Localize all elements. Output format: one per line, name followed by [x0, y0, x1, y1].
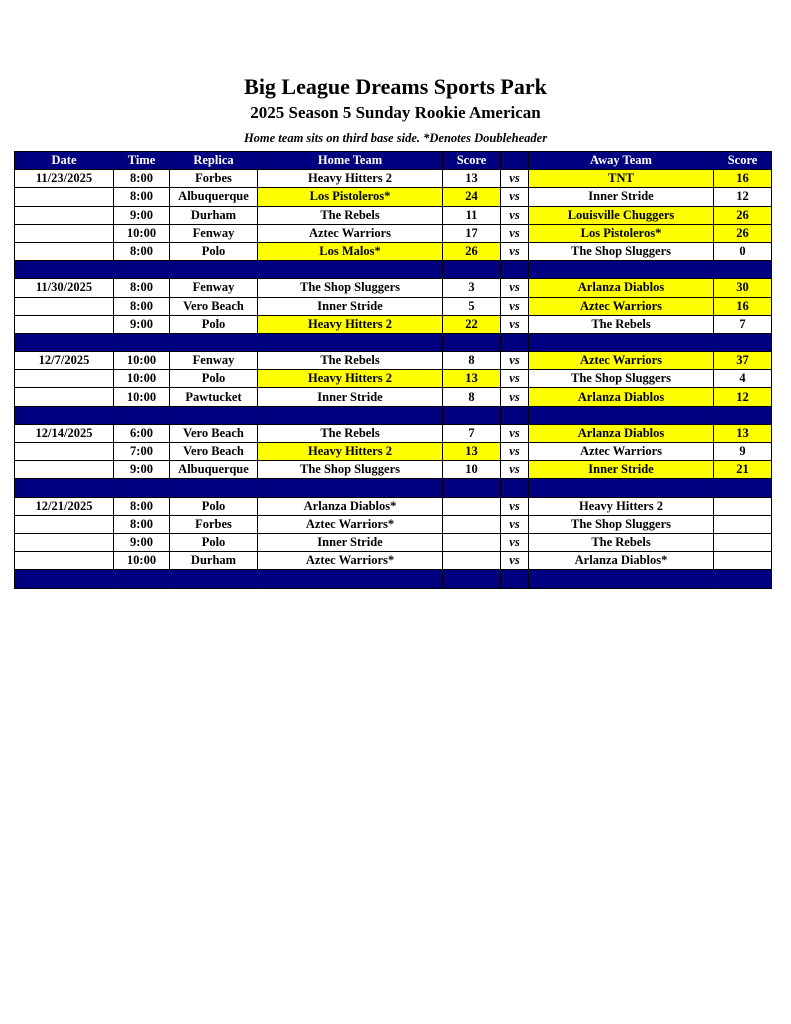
date-cell [15, 388, 114, 406]
separator-cell [529, 261, 714, 279]
replica-cell: Fenway [170, 352, 258, 370]
replica-cell: Durham [170, 206, 258, 224]
game-row [15, 388, 772, 406]
date-cell [15, 461, 114, 479]
vs-cell: vs [501, 533, 529, 551]
separator-cell [114, 406, 170, 424]
vs-cell: vs [501, 242, 529, 260]
home-score-cell: 24 [443, 188, 501, 206]
date-cell [15, 242, 114, 260]
away-team-cell: Arlanza Diablos* [529, 552, 714, 570]
home-team-cell: Aztec Warriors* [258, 552, 443, 570]
home-score-cell: 3 [443, 279, 501, 297]
separator-cell [443, 479, 501, 497]
separator-cell [15, 479, 114, 497]
game-row [15, 224, 772, 242]
date-cell: 11/23/2025 [15, 170, 114, 188]
away-team-cell: Aztec Warriors [529, 352, 714, 370]
date-cell: 12/14/2025 [15, 424, 114, 442]
page-subtitle: 2025 Season 5 Sunday Rookie American [250, 103, 541, 122]
home-team-cell: The Rebels [258, 352, 443, 370]
time-cell: 9:00 [114, 461, 170, 479]
date-cell [15, 206, 114, 224]
game-row [15, 315, 772, 333]
home-score-cell [443, 515, 501, 533]
away-team-cell: Louisville Chuggers [529, 206, 714, 224]
time-cell: 8:00 [114, 497, 170, 515]
home-score-column-header: Score [443, 152, 501, 170]
separator-cell [714, 333, 772, 351]
week-separator-row [15, 406, 772, 424]
vs-cell: vs [501, 224, 529, 242]
separator-cell [443, 570, 501, 588]
replica-cell: Vero Beach [170, 443, 258, 461]
home-score-cell [443, 552, 501, 570]
date-cell [15, 188, 114, 206]
home-team-cell: Los Malos* [258, 242, 443, 260]
separator-cell [501, 261, 529, 279]
week-separator-row [15, 570, 772, 588]
game-row [15, 297, 772, 315]
separator-cell [714, 479, 772, 497]
time-cell: 9:00 [114, 206, 170, 224]
away-score-cell: 37 [714, 352, 772, 370]
date-cell: 11/30/2025 [15, 279, 114, 297]
away-team-cell: Arlanza Diablos [529, 279, 714, 297]
home-team-cell: Inner Stride [258, 297, 443, 315]
away-score-cell [714, 515, 772, 533]
game-row [15, 533, 772, 551]
date-cell [15, 515, 114, 533]
home-team-cell: The Rebels [258, 424, 443, 442]
week-separator-row [15, 333, 772, 351]
replica-cell: Fenway [170, 279, 258, 297]
separator-cell [170, 570, 258, 588]
away-score-cell: 13 [714, 424, 772, 442]
home-score-cell: 22 [443, 315, 501, 333]
replica-cell: Polo [170, 242, 258, 260]
home-team-column-header: Home Team [258, 152, 443, 170]
away-team-cell: The Shop Sluggers [529, 515, 714, 533]
separator-cell [443, 261, 501, 279]
separator-cell [15, 333, 114, 351]
separator-cell [501, 333, 529, 351]
vs-column-header [501, 152, 529, 170]
replica-cell: Polo [170, 315, 258, 333]
date-cell [15, 224, 114, 242]
header-row [15, 152, 772, 170]
time-cell: 8:00 [114, 170, 170, 188]
schedule-body [15, 170, 772, 588]
game-row [15, 443, 772, 461]
separator-cell [501, 479, 529, 497]
game-row [15, 370, 772, 388]
vs-cell: vs [501, 443, 529, 461]
away-score-cell [714, 497, 772, 515]
time-cell: 8:00 [114, 297, 170, 315]
time-cell: 9:00 [114, 533, 170, 551]
separator-cell [714, 261, 772, 279]
time-cell: 8:00 [114, 279, 170, 297]
vs-cell: vs [501, 297, 529, 315]
away-team-cell: Los Pistoleros* [529, 224, 714, 242]
time-cell: 7:00 [114, 443, 170, 461]
separator-cell [114, 261, 170, 279]
away-team-cell: The Shop Sluggers [529, 242, 714, 260]
replica-cell: Albuquerque [170, 461, 258, 479]
replica-cell: Vero Beach [170, 297, 258, 315]
away-score-cell: 26 [714, 206, 772, 224]
vs-cell: vs [501, 552, 529, 570]
time-cell: 10:00 [114, 370, 170, 388]
week-separator-row [15, 261, 772, 279]
separator-cell [258, 479, 443, 497]
away-score-cell: 4 [714, 370, 772, 388]
time-cell: 10:00 [114, 552, 170, 570]
separator-cell [529, 406, 714, 424]
separator-cell [258, 570, 443, 588]
home-team-cell: The Shop Sluggers [258, 461, 443, 479]
away-score-cell: 16 [714, 170, 772, 188]
separator-cell [170, 479, 258, 497]
replica-cell: Durham [170, 552, 258, 570]
away-team-cell: The Shop Sluggers [529, 370, 714, 388]
home-team-cell: Los Pistoleros* [258, 188, 443, 206]
replica-cell: Forbes [170, 515, 258, 533]
separator-cell [170, 333, 258, 351]
date-cell: 12/21/2025 [15, 497, 114, 515]
away-team-cell: Aztec Warriors [529, 297, 714, 315]
game-row [15, 206, 772, 224]
away-score-cell: 0 [714, 242, 772, 260]
separator-cell [15, 261, 114, 279]
replica-cell: Polo [170, 370, 258, 388]
away-score-cell: 7 [714, 315, 772, 333]
replica-cell: Fenway [170, 224, 258, 242]
home-team-cell: Inner Stride [258, 533, 443, 551]
date-cell [15, 297, 114, 315]
home-score-cell: 13 [443, 370, 501, 388]
away-team-cell: The Rebels [529, 315, 714, 333]
time-cell: 10:00 [114, 224, 170, 242]
separator-cell [714, 570, 772, 588]
away-team-cell: TNT [529, 170, 714, 188]
date-cell [15, 552, 114, 570]
vs-cell: vs [501, 206, 529, 224]
away-score-cell [714, 552, 772, 570]
away-score-cell: 16 [714, 297, 772, 315]
game-row [15, 170, 772, 188]
away-team-cell: Arlanza Diablos [529, 424, 714, 442]
away-score-cell: 12 [714, 188, 772, 206]
away-team-cell: The Rebels [529, 533, 714, 551]
doubleheader-note: Home team sits on third base side. *Denotes Doubleheader [243, 131, 548, 145]
home-score-cell [443, 497, 501, 515]
separator-cell [15, 570, 114, 588]
separator-cell [114, 479, 170, 497]
home-team-cell: Inner Stride [258, 388, 443, 406]
separator-cell [501, 570, 529, 588]
date-cell [15, 370, 114, 388]
game-row [15, 552, 772, 570]
replica-cell: Forbes [170, 170, 258, 188]
vs-cell: vs [501, 352, 529, 370]
replica-column-header: Replica [170, 152, 258, 170]
game-row [15, 242, 772, 260]
replica-cell: Polo [170, 533, 258, 551]
separator-cell [501, 406, 529, 424]
game-row [15, 352, 772, 370]
home-score-cell: 10 [443, 461, 501, 479]
time-cell: 8:00 [114, 188, 170, 206]
home-score-cell: 8 [443, 352, 501, 370]
separator-cell [258, 333, 443, 351]
home-score-cell: 7 [443, 424, 501, 442]
home-team-cell: Arlanza Diablos* [258, 497, 443, 515]
separator-cell [114, 570, 170, 588]
away-score-cell: 30 [714, 279, 772, 297]
away-score-cell: 9 [714, 443, 772, 461]
vs-cell: vs [501, 188, 529, 206]
away-score-column-header: Score [714, 152, 772, 170]
time-cell: 8:00 [114, 242, 170, 260]
vs-cell: vs [501, 170, 529, 188]
separator-cell [15, 406, 114, 424]
separator-cell [529, 479, 714, 497]
time-cell: 10:00 [114, 388, 170, 406]
vs-cell: vs [501, 515, 529, 533]
away-team-cell: Inner Stride [529, 188, 714, 206]
home-score-cell: 11 [443, 206, 501, 224]
separator-cell [170, 406, 258, 424]
away-team-cell: Aztec Warriors [529, 443, 714, 461]
separator-cell [170, 261, 258, 279]
time-cell: 10:00 [114, 352, 170, 370]
replica-cell: Polo [170, 497, 258, 515]
separator-cell [714, 406, 772, 424]
vs-cell: vs [501, 388, 529, 406]
date-cell [15, 443, 114, 461]
home-score-cell: 13 [443, 170, 501, 188]
date-column-header: Date [15, 152, 114, 170]
home-team-cell: The Rebels [258, 206, 443, 224]
away-team-column-header: Away Team [529, 152, 714, 170]
separator-cell [529, 333, 714, 351]
vs-cell: vs [501, 461, 529, 479]
game-row [15, 424, 772, 442]
home-score-cell: 5 [443, 297, 501, 315]
vs-cell: vs [501, 370, 529, 388]
home-team-cell: The Shop Sluggers [258, 279, 443, 297]
home-team-cell: Heavy Hitters 2 [258, 170, 443, 188]
game-row [15, 279, 772, 297]
game-row [15, 515, 772, 533]
replica-cell: Albuquerque [170, 188, 258, 206]
away-score-cell: 12 [714, 388, 772, 406]
schedule-table [14, 151, 772, 589]
away-team-cell: Heavy Hitters 2 [529, 497, 714, 515]
away-score-cell: 26 [714, 224, 772, 242]
separator-cell [529, 570, 714, 588]
time-cell: 6:00 [114, 424, 170, 442]
vs-cell: vs [501, 424, 529, 442]
home-team-cell: Heavy Hitters 2 [258, 315, 443, 333]
date-cell [15, 315, 114, 333]
replica-cell: Pawtucket [170, 388, 258, 406]
home-team-cell: Heavy Hitters 2 [258, 443, 443, 461]
home-team-cell: Aztec Warriors* [258, 515, 443, 533]
time-cell: 9:00 [114, 315, 170, 333]
home-score-cell: 26 [443, 242, 501, 260]
separator-cell [114, 333, 170, 351]
home-score-cell: 8 [443, 388, 501, 406]
time-cell: 8:00 [114, 515, 170, 533]
page-title: Big League Dreams Sports Park [244, 74, 547, 99]
separator-cell [443, 333, 501, 351]
replica-cell: Vero Beach [170, 424, 258, 442]
away-team-cell: Inner Stride [529, 461, 714, 479]
vs-cell: vs [501, 497, 529, 515]
game-row [15, 497, 772, 515]
away-score-cell [714, 533, 772, 551]
away-score-cell: 21 [714, 461, 772, 479]
separator-cell [258, 406, 443, 424]
date-cell: 12/7/2025 [15, 352, 114, 370]
game-row [15, 461, 772, 479]
home-team-cell: Heavy Hitters 2 [258, 370, 443, 388]
week-separator-row [15, 479, 772, 497]
home-score-cell: 17 [443, 224, 501, 242]
game-row [15, 188, 772, 206]
time-column-header: Time [114, 152, 170, 170]
date-cell [15, 533, 114, 551]
home-score-cell: 13 [443, 443, 501, 461]
away-team-cell: Arlanza Diablos [529, 388, 714, 406]
home-score-cell [443, 533, 501, 551]
vs-cell: vs [501, 315, 529, 333]
separator-cell [258, 261, 443, 279]
separator-cell [443, 406, 501, 424]
vs-cell: vs [501, 279, 529, 297]
home-team-cell: Aztec Warriors [258, 224, 443, 242]
